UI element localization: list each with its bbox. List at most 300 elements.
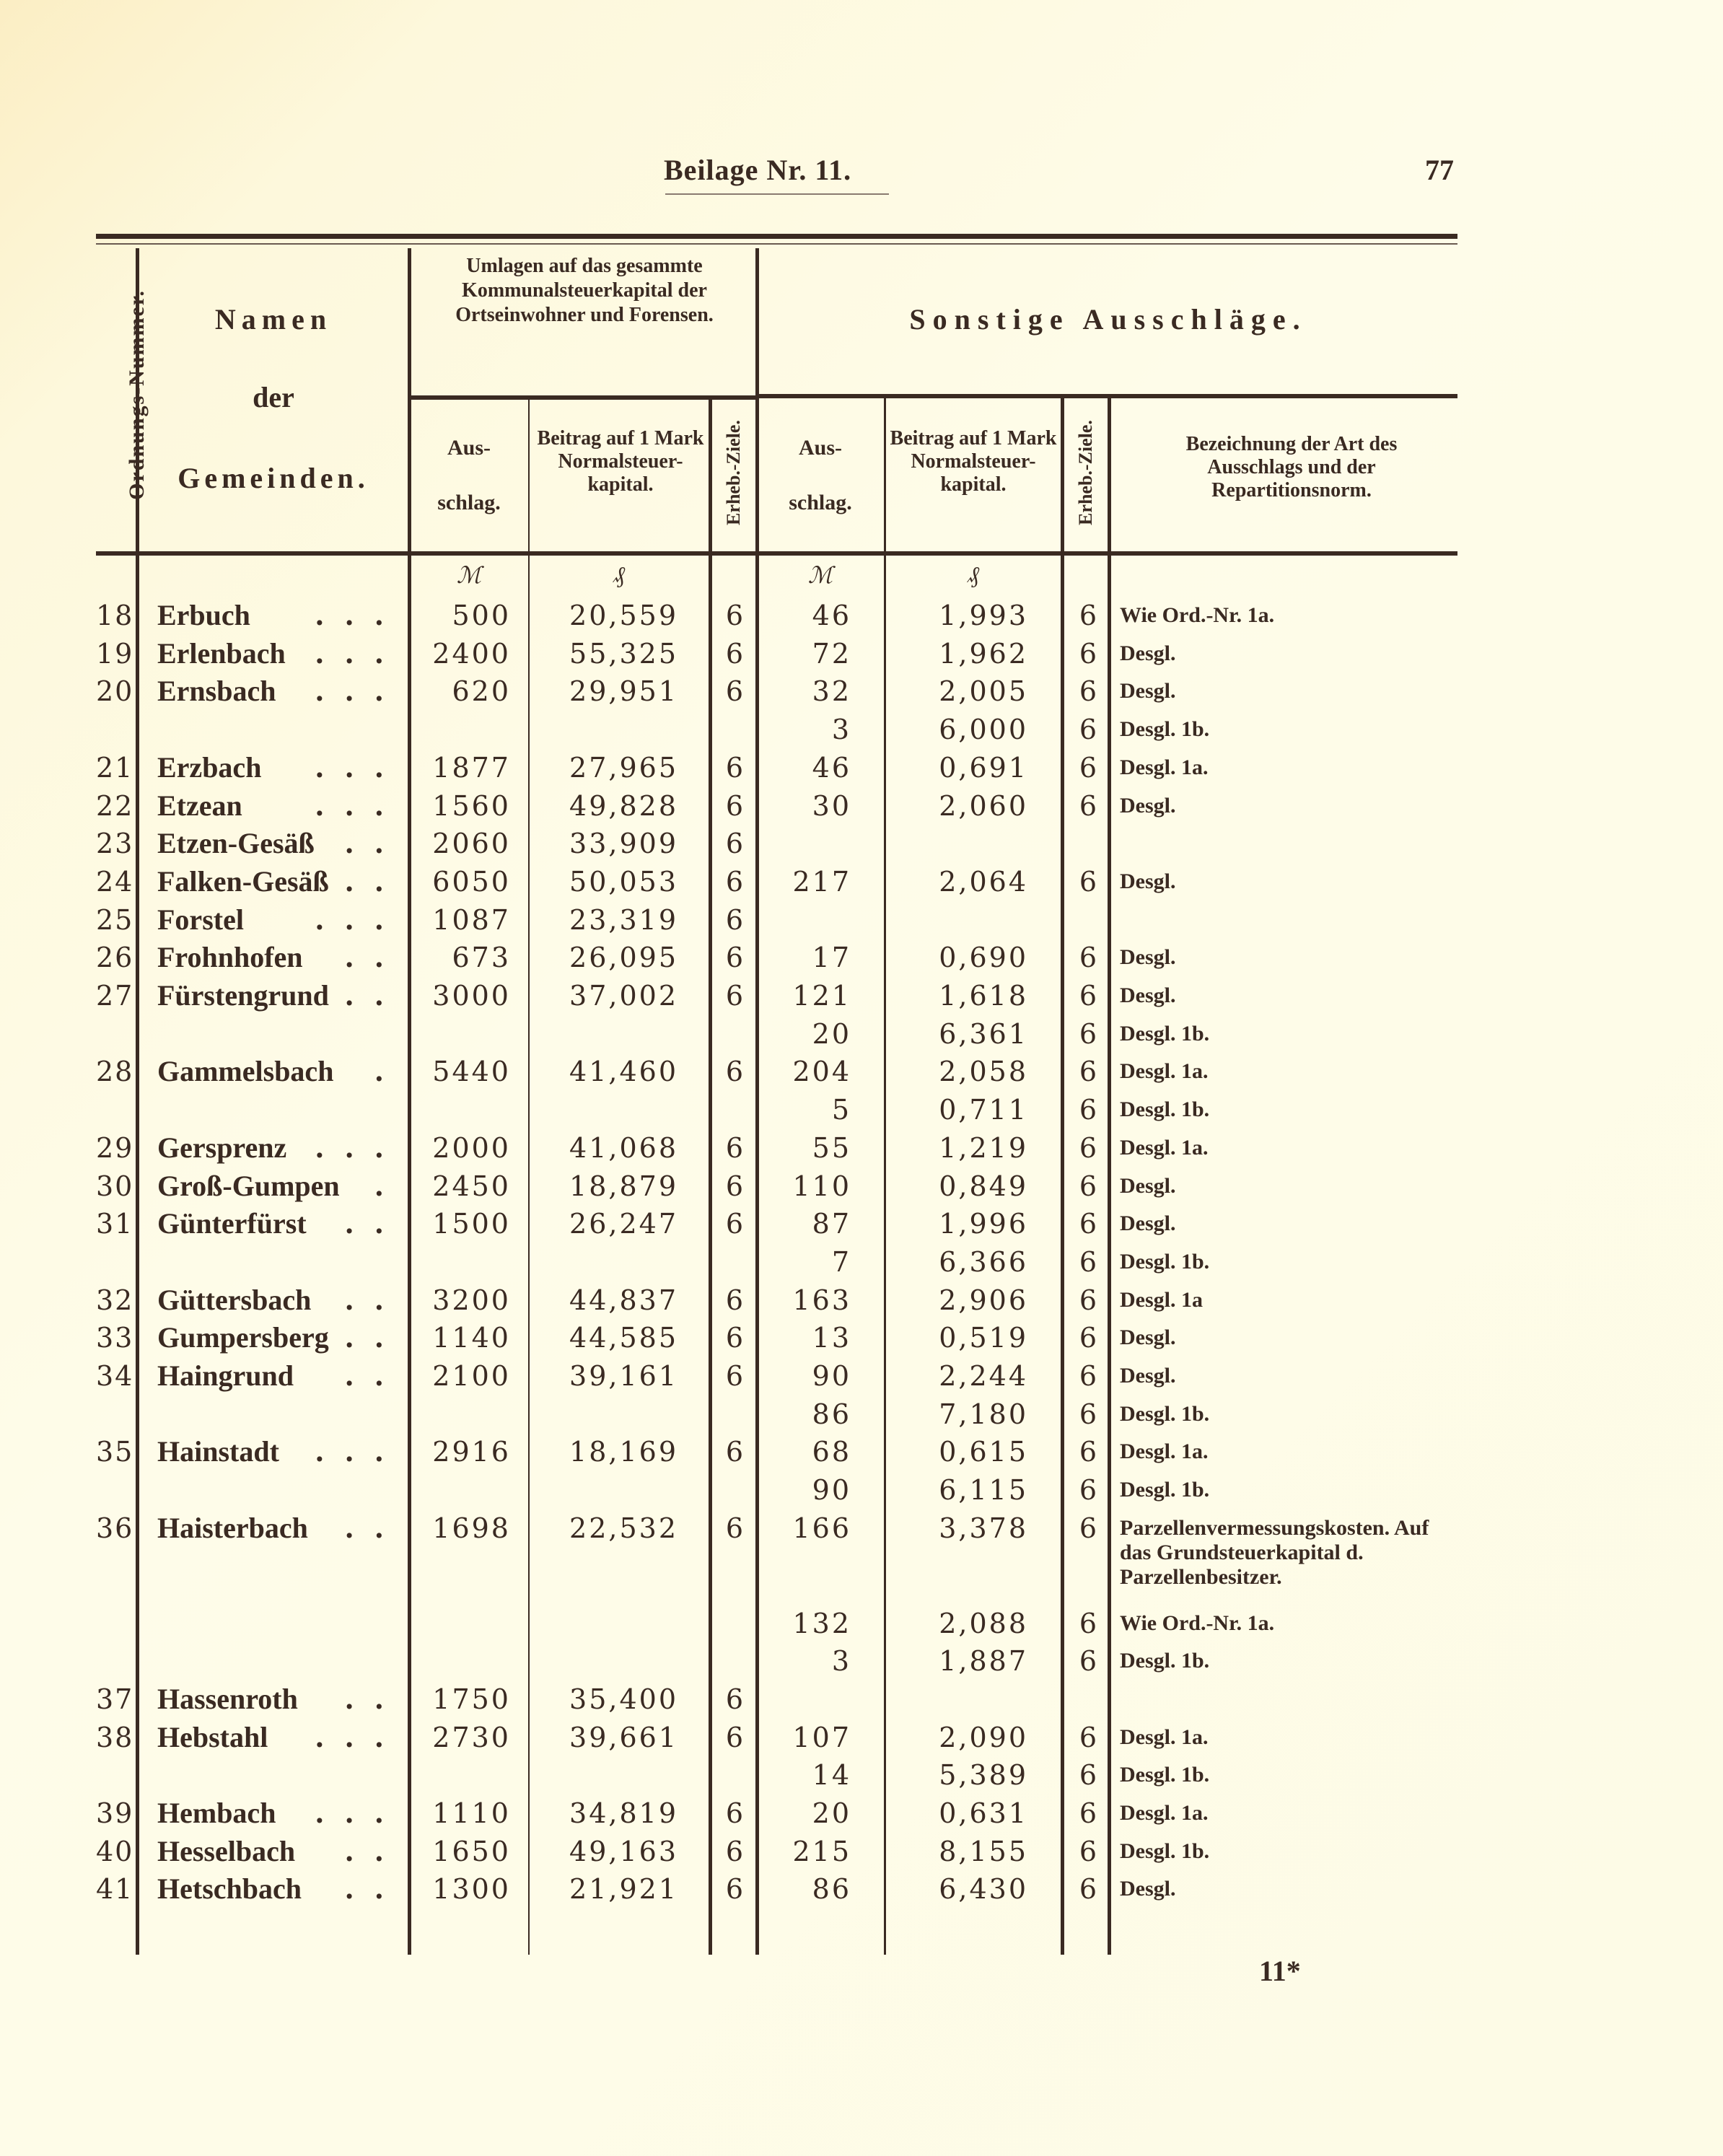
row-number: 36 [96,1512,134,1544]
sonstige-beitrag: 6,361 [939,1017,1028,1050]
umlage-beitrag: 23,319 [569,903,678,936]
sonstige-bezeichnung: Desgl. [1120,869,1176,893]
title-underline [665,193,889,195]
table-row [0,1680,1723,1718]
umlage-beitrag: 39,161 [569,1360,678,1392]
sonstige-bezeichnung: Desgl. 1b. [1120,1763,1210,1787]
community-name: Hebstahl [157,1720,268,1753]
sonstige-beitrag: 0,631 [939,1797,1028,1830]
top-rule-thick [96,234,1457,239]
row-number: 23 [96,828,134,860]
sonstige-bezeichnung: Desgl. 1b. [1120,1401,1210,1426]
sonstige-beitrag: 0,690 [939,942,1028,974]
community-name: Hainstadt [157,1435,279,1468]
sonstige-beitrag: 1,962 [939,637,1028,670]
umlage-beitrag: 27,965 [569,751,678,784]
community-name: Etzen-Gesäß [157,827,315,860]
umlage-erheb-ziele: 6 [725,903,744,936]
header-erheb-2: Erheb.-Ziele. [1075,420,1096,525]
table-row [0,1167,1723,1205]
community-name: Erbuch [157,599,250,631]
header-der: der [253,381,294,413]
header-ausschlag-1a: Aus- [447,436,491,460]
header-ausschlag-1b: schlag. [437,491,501,514]
leader-dots: ... [315,636,404,670]
leader-dots: .. [344,1283,404,1316]
leader-dots: .. [344,979,404,1012]
sonstige-beitrag: 2,060 [939,789,1028,822]
row-number: 24 [96,865,134,898]
sonstige-ausschlag: 86 [812,1873,851,1906]
umlage-ausschlag: 1750 [432,1683,511,1715]
community-name: Falken-Gesäß [157,864,329,898]
sonstige-beitrag: 6,430 [939,1873,1028,1906]
table-row [0,1471,1723,1509]
subheader-rule-right [759,394,1457,398]
sonstige-beitrag: 2,090 [939,1721,1028,1753]
table-row [0,1091,1723,1129]
unit-mark-2: ℳ [807,562,833,588]
sonstige-ausschlag: 86 [812,1398,851,1430]
community-name: Erzbach [157,750,262,784]
sonstige-erheb-ziele: 6 [1079,1512,1097,1544]
sonstige-erheb-ziele: 6 [1079,1645,1097,1678]
unit-pf-2: ₰ [968,561,979,587]
umlage-erheb-ziele: 6 [725,1322,744,1354]
umlage-erheb-ziele: 6 [725,1170,744,1202]
sonstige-bezeichnung: Desgl. 1a. [1120,1725,1209,1749]
table-row [0,1357,1723,1395]
unit-mark-1: ℳ [456,562,482,588]
umlage-beitrag: 18,879 [569,1170,678,1202]
sonstige-bezeichnung: Desgl. [1120,641,1176,665]
row-number: 27 [96,980,134,1012]
sonstige-erheb-ziele: 6 [1079,942,1097,974]
table-row [0,977,1723,1015]
umlage-beitrag: 20,559 [569,600,678,631]
sonstige-erheb-ziele: 6 [1079,1721,1097,1753]
row-number: 31 [96,1208,134,1240]
table-row [0,939,1723,976]
sonstige-beitrag: 6,115 [939,1474,1028,1507]
table-row [0,1719,1723,1756]
umlage-erheb-ziele: 6 [725,1512,744,1544]
table-row [0,1642,1723,1680]
umlage-beitrag: 55,325 [569,637,678,670]
sonstige-erheb-ziele: 6 [1079,1094,1097,1126]
sonstige-ausschlag: 215 [792,1835,851,1867]
sonstige-ausschlag: 166 [792,1512,851,1544]
sonstige-beitrag: 1,219 [939,1131,1028,1164]
umlage-ausschlag: 1877 [432,751,511,784]
sonstige-ausschlag: 20 [812,1797,851,1830]
row-number: 32 [96,1284,134,1316]
sonstige-bezeichnung: Parzellenvermessungskosten. Auf das Grundsteuerkapital d. Parzellenbesitzer. [1120,1515,1429,1589]
sonstige-beitrag: 2,906 [939,1284,1028,1316]
table-row [0,1015,1723,1053]
sonstige-bezeichnung: Desgl. 1b. [1120,1097,1210,1122]
row-number: 37 [96,1683,134,1715]
umlage-ausschlag: 3000 [432,980,511,1012]
umlage-ausschlag: 500 [452,600,511,631]
sonstige-beitrag: 2,244 [939,1360,1028,1392]
table-row [0,711,1723,748]
sonstige-beitrag: 0,615 [939,1436,1028,1468]
sonstige-beitrag: 2,088 [939,1607,1028,1639]
sonstige-beitrag: 2,064 [939,865,1028,898]
sonstige-ausschlag: 13 [812,1322,851,1354]
sonstige-ausschlag: 3 [831,1645,851,1678]
umlage-beitrag: 26,095 [569,942,678,974]
sonstige-ausschlag: 32 [812,675,851,708]
sonstige-bezeichnung: Desgl. 1a [1120,1287,1203,1312]
sonstige-erheb-ziele: 6 [1079,789,1097,822]
table-row [0,1395,1723,1433]
table-row [0,1605,1723,1642]
table-row [0,1795,1723,1832]
sonstige-bezeichnung: Desgl. 1b. [1120,1249,1210,1274]
sonstige-ausschlag: 204 [792,1056,851,1088]
header-sonstige-group: Sonstige Ausschläge. [909,303,1307,336]
sonstige-erheb-ziele: 6 [1079,865,1097,898]
sonstige-ausschlag: 14 [812,1759,851,1792]
sonstige-ausschlag: 55 [812,1131,851,1164]
umlage-beitrag: 49,828 [569,789,678,822]
sonstige-beitrag: 5,389 [939,1759,1028,1792]
community-name: Gumpersberg [157,1321,329,1354]
page-title: Beilage Nr. 11. [664,154,852,186]
umlage-erheb-ziele: 6 [725,865,744,898]
umlage-erheb-ziele: 6 [725,637,744,670]
umlage-erheb-ziele: 6 [725,1797,744,1830]
sonstige-bezeichnung: Desgl. [1120,1325,1176,1350]
umlage-ausschlag: 1560 [432,789,511,822]
table-row [0,1053,1723,1090]
header-beitrag-1: Beitrag auf 1 Mark Normalsteuer-kapital. [537,427,704,496]
umlage-ausschlag: 1087 [432,903,511,936]
umlage-ausschlag: 2060 [432,828,511,860]
umlage-beitrag: 18,169 [569,1436,678,1468]
leader-dots: ... [315,1435,404,1468]
umlage-erheb-ziele: 6 [725,1835,744,1867]
leader-dots: .. [344,1872,404,1906]
signature-mark: 11* [1259,1955,1301,1987]
header-namen: Namen [214,303,333,336]
sonstige-ausschlag: 17 [812,942,851,974]
table-row [0,749,1723,786]
umlage-erheb-ziele: 6 [725,942,744,974]
umlage-ausschlag: 2400 [432,637,511,670]
table-row [0,635,1723,672]
sonstige-erheb-ziele: 6 [1079,1873,1097,1906]
sonstige-beitrag: 6,000 [939,714,1028,746]
table-row [0,1833,1723,1870]
unit-pf-1: ₰ [613,561,625,587]
sonstige-beitrag: 1,618 [939,980,1028,1012]
sonstige-erheb-ziele: 6 [1079,1835,1097,1867]
subheader-rule-left [410,395,758,400]
sonstige-ausschlag: 107 [792,1721,851,1753]
header-ausschlag-2a: Aus- [798,436,842,460]
umlage-ausschlag: 1698 [432,1512,511,1544]
sonstige-bezeichnung: Desgl. [1120,679,1176,704]
leader-dots: ... [315,903,404,936]
header-erheb-1: Erheb.-Ziele. [723,420,744,525]
row-number: 28 [96,1056,134,1088]
community-name: Hassenroth [157,1682,298,1715]
umlage-ausschlag: 1300 [432,1873,511,1906]
table-row [0,672,1723,710]
umlage-erheb-ziele: 6 [725,1360,744,1392]
sonstige-ausschlag: 72 [812,637,851,670]
sonstige-bezeichnung: Desgl. 1a. [1120,1135,1209,1160]
umlage-ausschlag: 2000 [432,1131,511,1164]
sonstige-bezeichnung: Desgl. 1b. [1120,1021,1210,1046]
sonstige-erheb-ziele: 6 [1079,1245,1097,1278]
table-row [0,901,1723,939]
umlage-beitrag: 26,247 [569,1208,678,1240]
page-number: 77 [1425,154,1454,186]
umlage-beitrag: 44,585 [569,1322,678,1354]
sonstige-ausschlag: 46 [812,600,851,631]
sonstige-erheb-ziele: 6 [1079,1797,1097,1830]
row-number: 18 [96,600,134,631]
leader-dots: . [374,1055,404,1088]
umlage-erheb-ziele: 6 [725,1056,744,1088]
sonstige-erheb-ziele: 6 [1079,1474,1097,1507]
leader-dots: .. [344,1207,404,1240]
table-row [0,1756,1723,1794]
sonstige-ausschlag: 20 [812,1017,851,1050]
umlage-ausschlag: 2730 [432,1721,511,1753]
table-row [0,1129,1723,1167]
umlage-ausschlag: 2100 [432,1360,511,1392]
umlage-erheb-ziele: 6 [725,828,744,860]
community-name: Günterfürst [157,1207,307,1240]
sonstige-ausschlag: 110 [792,1170,851,1202]
sonstige-ausschlag: 30 [812,789,851,822]
table-row [0,825,1723,862]
leader-dots: .. [344,941,404,974]
sonstige-beitrag: 1,996 [939,1208,1028,1240]
sonstige-erheb-ziele: 6 [1079,1322,1097,1354]
row-number: 39 [96,1797,134,1830]
row-number: 30 [96,1170,134,1202]
table-row [0,1870,1723,1908]
sonstige-ausschlag: 68 [812,1436,851,1468]
table-row [0,1433,1723,1471]
umlage-erheb-ziele: 6 [725,751,744,784]
sonstige-erheb-ziele: 6 [1079,1759,1097,1792]
sonstige-ausschlag: 121 [792,980,851,1012]
sonstige-bezeichnung: Desgl. 1b. [1120,1649,1210,1673]
umlage-beitrag: 35,400 [569,1683,678,1715]
sonstige-bezeichnung: Desgl. [1120,1173,1176,1198]
leader-dots: .. [344,1321,404,1354]
sonstige-bezeichnung: Desgl. 1a. [1120,1801,1209,1826]
row-number: 40 [96,1835,134,1867]
leader-dots: .. [344,1682,404,1715]
sonstige-bezeichnung: Desgl. 1a. [1120,1059,1209,1084]
sonstige-erheb-ziele: 6 [1079,1056,1097,1088]
sonstige-beitrag: 3,378 [939,1512,1028,1544]
sonstige-beitrag: 0,691 [939,751,1028,784]
header-umlagen-group: Umlagen auf das gesammte Kommunalsteuerkapital der Ortseinwohner und Forensen. [455,255,714,326]
table-row [0,1509,1723,1589]
umlage-erheb-ziele: 6 [725,1683,744,1715]
sonstige-erheb-ziele: 6 [1079,980,1097,1012]
sonstige-bezeichnung: Wie Ord.-Nr. 1a. [1120,603,1275,627]
row-number: 20 [96,675,134,708]
sonstige-beitrag: 0,519 [939,1322,1028,1354]
umlage-erheb-ziele: 6 [725,789,744,822]
table-row [0,1319,1723,1357]
umlage-beitrag: 21,921 [569,1873,678,1906]
community-name: Etzean [157,789,242,822]
sonstige-bezeichnung: Wie Ord.-Nr. 1a. [1120,1611,1275,1635]
umlage-erheb-ziele: 6 [725,1436,744,1468]
umlage-beitrag: 37,002 [569,980,678,1012]
header-ordnungs-nummer: Ordnungs-Nummer. [125,289,149,500]
row-number: 29 [96,1131,134,1164]
sonstige-erheb-ziele: 6 [1079,675,1097,708]
umlage-ausschlag: 5440 [432,1056,511,1088]
sonstige-erheb-ziele: 6 [1079,1017,1097,1050]
sonstige-bezeichnung: Desgl. [1120,983,1176,1007]
sonstige-beitrag: 7,180 [939,1398,1028,1430]
sonstige-ausschlag: 46 [812,751,851,784]
leader-dots: ... [315,599,404,631]
community-name: Gammelsbach [157,1055,334,1088]
sonstige-bezeichnung: Desgl. [1120,793,1176,818]
leader-dots: .. [344,827,404,860]
sonstige-beitrag: 0,711 [939,1094,1028,1126]
table-row [0,787,1723,825]
sonstige-beitrag: 0,849 [939,1170,1028,1202]
leader-dots: ... [315,1797,404,1830]
community-name: Fürstengrund [157,979,329,1012]
top-rule-thin [96,243,1457,245]
sonstige-ausschlag: 5 [831,1094,851,1126]
sonstige-bezeichnung: Desgl. [1120,1364,1176,1388]
umlage-beitrag: 29,951 [569,675,678,708]
umlage-ausschlag: 1500 [432,1208,511,1240]
table-row [0,597,1723,634]
umlage-erheb-ziele: 6 [725,1208,744,1240]
sonstige-bezeichnung: Desgl. 1b. [1120,1478,1210,1502]
sonstige-ausschlag: 87 [812,1208,851,1240]
community-name: Haisterbach [157,1511,308,1544]
table-row [0,1281,1723,1319]
header-bezeichnung: Bezeichnung der Art des Ausschlags und der Repartitionsnorm. [1185,433,1398,501]
leader-dots: .. [344,1834,404,1867]
sonstige-beitrag: 2,058 [939,1056,1028,1088]
umlage-beitrag: 39,661 [569,1721,678,1753]
umlage-beitrag: 41,460 [569,1056,678,1088]
umlage-beitrag: 49,163 [569,1835,678,1867]
sonstige-bezeichnung: Desgl. 1b. [1120,717,1210,742]
sonstige-bezeichnung: Desgl. 1a. [1120,755,1209,779]
sonstige-beitrag: 1,887 [939,1645,1028,1678]
community-name: Ernsbach [157,675,276,708]
community-name: Forstel [157,903,244,936]
sonstige-beitrag: 8,155 [939,1835,1028,1867]
table-row [0,863,1723,900]
community-name: Hetschbach [157,1872,302,1906]
leader-dots: .. [344,1511,404,1544]
sonstige-erheb-ziele: 6 [1079,1398,1097,1430]
community-name: Haingrund [157,1359,294,1392]
umlage-erheb-ziele: 6 [725,675,744,708]
umlage-beitrag: 50,053 [569,865,678,898]
header-beitrag-2: Beitrag auf 1 Mark Normalsteuer-kapital. [890,427,1057,496]
umlage-ausschlag: 673 [452,942,511,974]
leader-dots: .. [344,1359,404,1392]
umlage-erheb-ziele: 6 [725,1721,744,1753]
umlage-erheb-ziele: 6 [725,1873,744,1906]
table-row [0,1205,1723,1243]
leader-dots: ... [315,789,404,822]
row-number: 41 [96,1873,134,1906]
sonstige-bezeichnung: Desgl. [1120,945,1176,970]
row-number: 33 [96,1322,134,1354]
umlage-erheb-ziele: 6 [725,1131,744,1164]
umlage-ausschlag: 2450 [432,1170,511,1202]
sonstige-beitrag: 1,993 [939,600,1028,631]
umlage-erheb-ziele: 6 [725,1284,744,1316]
sonstige-erheb-ziele: 6 [1079,637,1097,670]
community-name: Gersprenz [157,1131,287,1164]
header-ausschlag-2b: schlag. [789,491,852,514]
sonstige-erheb-ziele: 6 [1079,1170,1097,1202]
umlage-ausschlag: 1140 [432,1322,511,1354]
sonstige-erheb-ziele: 6 [1079,1131,1097,1164]
community-name: Erlenbach [157,636,286,670]
sonstige-bezeichnung: Desgl. 1a. [1120,1439,1209,1464]
table-row [0,1243,1723,1281]
umlage-ausschlag: 3200 [432,1284,511,1316]
row-number: 34 [96,1360,134,1392]
sonstige-bezeichnung: Desgl. 1b. [1120,1839,1210,1863]
sonstige-ausschlag: 163 [792,1284,851,1316]
row-number: 35 [96,1436,134,1468]
sonstige-ausschlag: 90 [812,1474,851,1507]
row-number: 21 [96,751,134,784]
community-name: Hesselbach [157,1834,296,1867]
sonstige-erheb-ziele: 6 [1079,1607,1097,1639]
sonstige-erheb-ziele: 6 [1079,1436,1097,1468]
leader-dots: . [374,1169,404,1202]
umlage-ausschlag: 6050 [432,865,511,898]
header-gemeinden: Gemeinden. [177,462,369,494]
leader-dots: ... [315,675,404,708]
sonstige-erheb-ziele: 6 [1079,1284,1097,1316]
community-name: Groß-Gumpen [157,1169,340,1202]
row-number: 19 [96,637,134,670]
umlage-beitrag: 34,819 [569,1797,678,1830]
leader-dots: ... [315,750,404,784]
row-number: 25 [96,903,134,936]
umlage-erheb-ziele: 6 [725,980,744,1012]
sonstige-erheb-ziele: 6 [1079,1208,1097,1240]
sonstige-erheb-ziele: 6 [1079,751,1097,784]
sonstige-bezeichnung: Desgl. [1120,1877,1176,1901]
sonstige-bezeichnung: Desgl. [1120,1211,1176,1236]
sonstige-ausschlag: 90 [812,1360,851,1392]
sonstige-erheb-ziele: 6 [1079,714,1097,746]
umlage-erheb-ziele: 6 [725,600,744,631]
row-number: 38 [96,1721,134,1753]
